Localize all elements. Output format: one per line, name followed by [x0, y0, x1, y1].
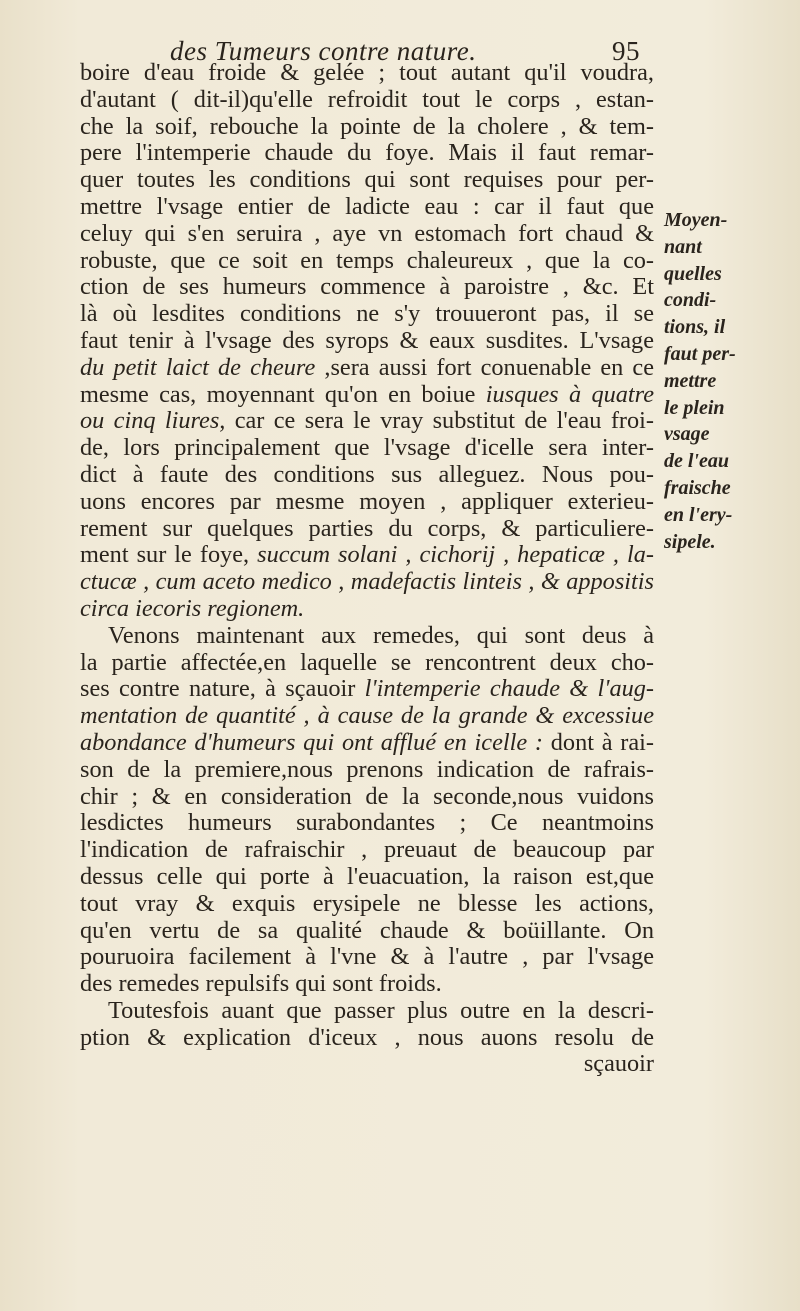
- margin-note-line: tions, il: [664, 316, 726, 339]
- text-line: sçauoir: [583, 1050, 654, 1078]
- text-line: circa iecoris regionem.: [80, 594, 305, 622]
- text-line: chir ; & en consideration de la seconde,nous vuidons: [80, 782, 654, 810]
- text-line: là où lesdites conditions ne s'y trouueront pas, il se: [80, 300, 654, 328]
- text-segment: abondance d'humeurs qui ont afflué en icelle :: [80, 728, 544, 756]
- text-line: faut tenir à l'vsage des syrops & eaux susdites. L'vsage: [80, 326, 654, 354]
- margin-note-line: de l'eau: [664, 450, 729, 473]
- text-line: [80, 382, 654, 409]
- text-segment: mesme cas, moyennant qu'on en boiue: [80, 380, 486, 408]
- text-line: ption & explication d'iceux , nous auons resolu de: [80, 1023, 654, 1051]
- text-line: son de la premiere,nous prenons indication de rafrais-: [80, 755, 654, 783]
- text-line: [80, 408, 654, 435]
- page-number: 95: [612, 36, 640, 66]
- text-segment: ou cinq liures,: [80, 407, 226, 435]
- margin-note-line: mettre: [664, 369, 717, 392]
- text-line: pouruoira facilement à l'vne & à l'autre , par l'vsage: [80, 943, 654, 971]
- margin-note-line: le plein: [664, 396, 725, 419]
- text-line: [80, 730, 654, 757]
- text-line: tout vray & exquis erysipele ne blesse les actions,: [80, 889, 654, 917]
- text-segment: dont à rai-: [543, 728, 654, 756]
- text-line: boire d'eau froide & gelée ; tout autant qu'il voudra,: [80, 59, 654, 86]
- margin-note-line: sipele.: [664, 530, 716, 553]
- text-segment: l'intemperie chaude & l'aug-: [364, 675, 654, 703]
- text-line: [80, 676, 654, 703]
- margin-note: [664, 207, 794, 555]
- text-line: rement sur quelques parties du corps, & particuliere-: [80, 514, 654, 542]
- text-line: ctucæ , cum aceto medico , madefactis linteis , & appositis: [80, 568, 654, 596]
- text-line: uons encores par mesme moyen , appliquer exterieu-: [80, 487, 654, 515]
- running-title: des Tumeurs contre nature.: [170, 36, 477, 66]
- text-line: l'indication de rafraischir , preuaut de beaucoup par: [80, 836, 654, 864]
- margin-note-line: vsage: [664, 423, 710, 446]
- text-line: ction de ses humeurs commence à paroistre , &c. Et: [80, 273, 654, 301]
- body-text: [80, 60, 654, 1078]
- text-segment: ses contre nature, à sçauoir: [80, 675, 365, 703]
- text-line: la partie affectée,en laquelle se rencontrent deux cho-: [80, 648, 654, 676]
- margin-note-line: Moyen-: [664, 209, 728, 231]
- text-line: robuste, que ce soit en temps chaleureux , que la co-: [80, 246, 654, 274]
- text-line: de, lors principalement que l'vsage d'icelle sera inter-: [80, 434, 654, 462]
- text-line: lesdictes humeurs surabondantes ; Ce neantmoins: [80, 809, 654, 837]
- text-line: des remedes repulsifs qui sont froids.: [80, 970, 442, 998]
- margin-note-line: faut per-: [664, 342, 736, 365]
- text-line: qu'en vertu de sa qualité chaude & boüillante. On: [80, 916, 654, 944]
- text-line: Toutesfois auant que passer plus outre en la descri-: [108, 996, 654, 1024]
- text-line: celuy qui s'en seruira , aye vn estomach fort chaud &: [80, 219, 654, 247]
- text-line: mettre l'vsage entier de ladicte eau : car il faut que: [80, 192, 654, 220]
- margin-note-line: fraische: [664, 476, 731, 499]
- text-line: dict à faute des conditions sus alleguez. Nous pou-: [80, 460, 654, 488]
- text-line: mentation de quantité , à cause de la grande & excessiue: [80, 702, 654, 730]
- text-line: [80, 542, 654, 569]
- margin-note-line: nant: [664, 235, 702, 258]
- text-line: che la soif, rebouche la pointe de la cholere , & tem-: [80, 112, 654, 140]
- margin-note-line: quelles: [664, 262, 722, 285]
- text-segment: ment sur le foye,: [80, 541, 258, 569]
- text-line: Venons maintenant aux remedes, qui sont deus à: [108, 621, 654, 649]
- margin-note-line: condi-: [664, 289, 717, 312]
- margin-note-line: en l'ery-: [664, 503, 733, 526]
- text-segment: car ce sera le vray substitut de l'eau froi-: [225, 407, 654, 435]
- text-segment: iusques à quatre: [485, 380, 654, 408]
- text-line: [80, 355, 654, 382]
- text-segment: succum solani , cichorij , hepaticæ , la-: [257, 541, 655, 569]
- text-line: pere l'intemperie chaude du foye. Mais il faut remar-: [80, 139, 654, 167]
- text-line: quer toutes les conditions qui sont requises pour per-: [80, 166, 654, 194]
- text-line: d'autant ( dit-il)qu'elle refroidit tout le corps , estan-: [80, 85, 654, 113]
- text-segment: du petit laict de cheure: [80, 353, 316, 381]
- text-segment: ,sera aussi fort conuenable en ce: [315, 353, 654, 381]
- text-line: dessus celle qui porte à l'euacuation, la raison est,que: [80, 862, 654, 890]
